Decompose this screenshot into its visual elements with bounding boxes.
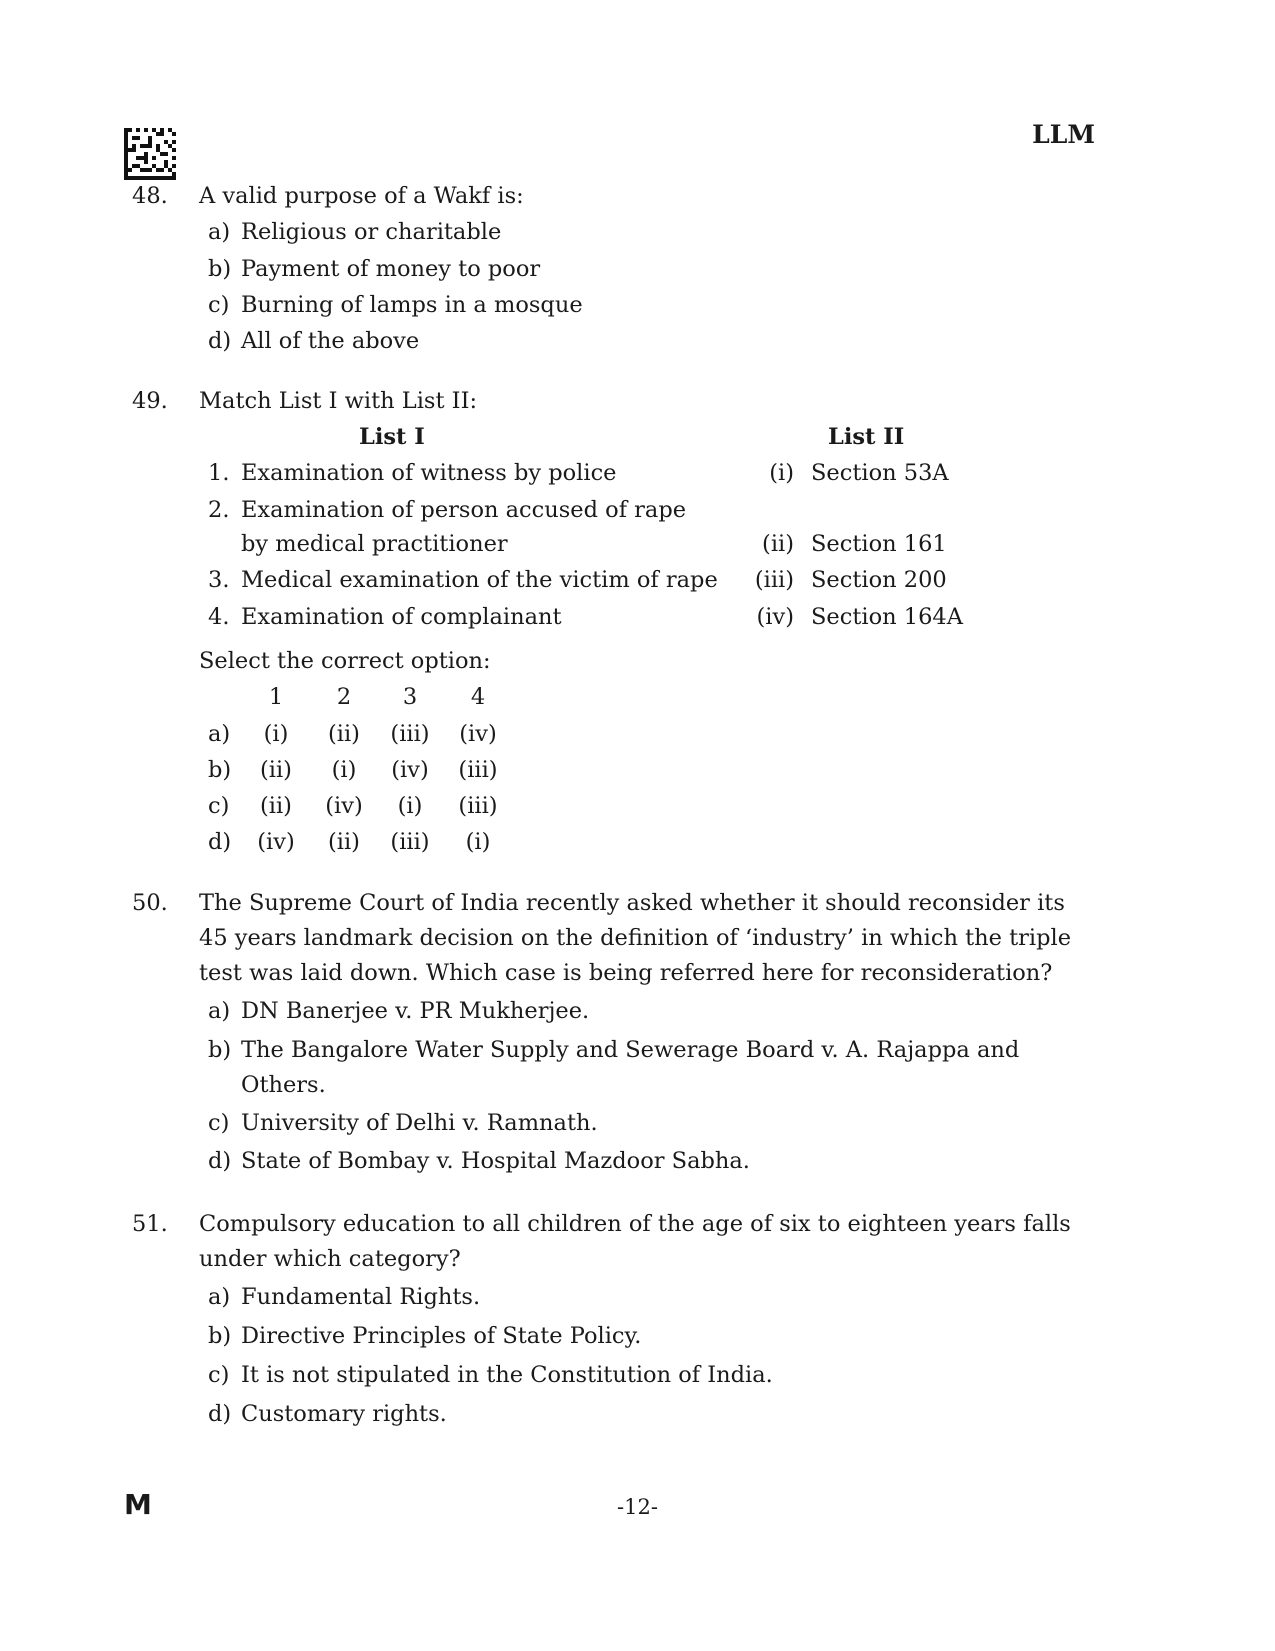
list1-item-text: Examination of complainant [241,604,562,630]
list2-item-text: Section 161 [811,531,947,557]
option-text: The Bangalore Water Supply and Sewerage Board v. A. Rajappa and [241,1037,1020,1063]
question-text: A valid purpose of a Wakf is: [199,183,524,209]
list2-item-text: Section 164A [811,604,963,630]
table-col-header: 4 [470,684,486,710]
option-text-continued: Others. [241,1072,326,1098]
list2-item-number: (ii) [762,531,794,557]
table-cell: (iii) [390,721,430,747]
option-letter: b) [208,1037,232,1063]
option-letter: d) [208,1401,232,1427]
list1-item-number: 2. [208,497,230,523]
table-col-header: 1 [268,684,284,710]
option-letter: d) [208,829,232,855]
list2-item-number: (iv) [756,604,794,630]
option-letter: a) [208,721,231,747]
option-text: Fundamental Rights. [241,1284,481,1310]
option-letter: c) [208,793,230,819]
option-letter: c) [208,292,230,318]
table-cell: (ii) [328,721,360,747]
option-text: Customary rights. [241,1401,447,1427]
question-text: Match List I with List II: [199,388,478,414]
question-number: 49. [132,388,168,414]
question-number: 48. [132,183,168,209]
list2-item-number: (iii) [754,567,794,593]
list1-item-text: Medical examination of the victim of rape [241,567,718,593]
option-text: University of Delhi v. Ramnath. [241,1110,598,1136]
list1-item-text: Examination of witness by police [241,460,617,486]
question-number: 51. [132,1211,168,1237]
table-cell: (iv) [459,721,497,747]
option-letter: a) [208,998,231,1024]
list1-item-number: 1. [208,460,230,486]
option-letter: d) [208,1148,232,1174]
table-cell: (ii) [328,829,360,855]
list1-item-number: 3. [208,567,230,593]
option-letter: b) [208,757,232,783]
table-col-header: 3 [402,684,418,710]
select-instruction: Select the correct option: [199,648,491,674]
table-col-header: 2 [336,684,352,710]
option-letter: c) [208,1362,230,1388]
option-text: Directive Principles of State Policy. [241,1323,642,1349]
option-letter: b) [208,256,232,282]
qr-code [124,128,176,180]
option-text: Religious or charitable [241,219,502,245]
list1-item-number: 4. [208,604,230,630]
table-cell: (iii) [458,793,498,819]
page-number: -12- [617,1495,658,1519]
table-cell: (ii) [260,793,292,819]
table-cell: (i) [331,757,357,783]
question-number: 50. [132,890,168,916]
table-cell: (iii) [390,829,430,855]
exam-code: LLM [1032,120,1095,149]
option-letter: a) [208,1284,231,1310]
table-cell: (iii) [458,757,498,783]
option-text: State of Bombay v. Hospital Mazdoor Sabha. [241,1148,750,1174]
table-cell: (i) [465,829,491,855]
question-text-line: test was laid down. Which case is being referred here for reconsideration? [199,960,1053,986]
option-text: It is not stipulated in the Constitution of India. [241,1362,773,1388]
option-text: All of the above [241,328,420,354]
list2-item-text: Section 53A [811,460,949,486]
option-letter: c) [208,1110,230,1136]
option-letter: a) [208,219,231,245]
table-cell: (ii) [260,757,292,783]
table-cell: (iv) [257,829,295,855]
question-text-line: Compulsory education to all children of the age of six to eighteen years falls [199,1211,1071,1237]
list1-heading: List I [359,424,425,450]
list2-item-number: (i) [769,460,794,486]
option-text: Payment of money to poor [241,256,541,282]
question-text-line: 45 years landmark decision on the definition of ‘industry’ in which the triple [199,925,1072,951]
table-cell: (i) [263,721,289,747]
option-letter: b) [208,1323,232,1349]
table-cell: (iv) [391,757,429,783]
table-cell: (iv) [325,793,363,819]
option-letter: d) [208,328,232,354]
list1-item-text: Examination of person accused of rape [241,497,687,523]
question-text-line: The Supreme Court of India recently asked whether it should reconsider its [199,890,1065,916]
table-cell: (i) [397,793,423,819]
list2-item-text: Section 200 [811,567,947,593]
list1-item-text-continued: by medical practitioner [241,531,508,557]
series-code: M [124,1488,152,1521]
option-text: DN Banerjee v. PR Mukherjee. [241,998,590,1024]
list2-heading: List II [828,424,905,450]
option-text: Burning of lamps in a mosque [241,292,583,318]
question-text-line: under which category? [199,1246,461,1272]
